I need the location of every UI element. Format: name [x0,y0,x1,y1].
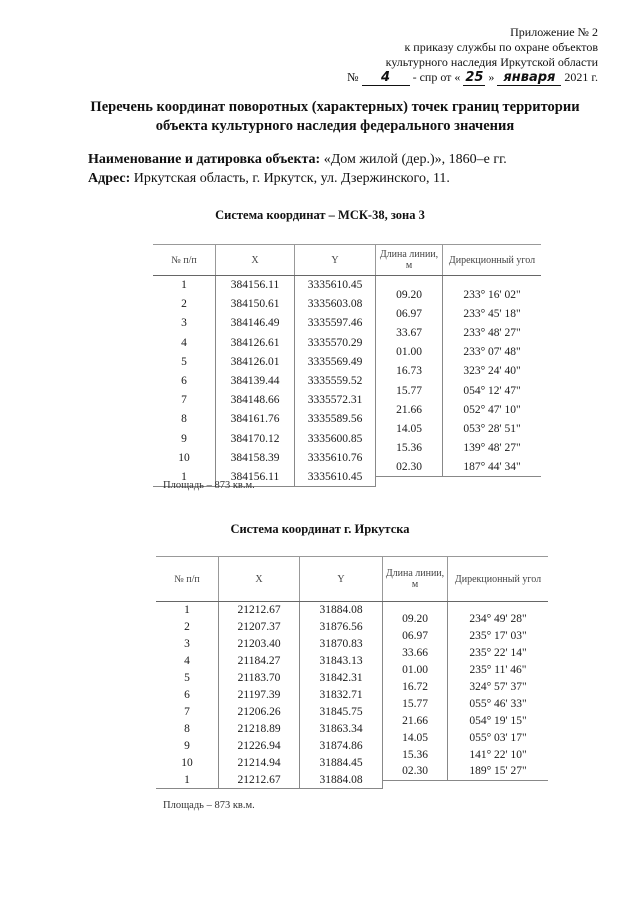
date-mid: » [488,70,495,84]
point-x-cell: 384148.66 [216,391,295,410]
point-n-cell: 1 [156,602,219,619]
segment-length-cell: 16.73 [376,362,443,381]
table-row [156,602,548,611]
point-y-cell: 3335597.46 [295,314,376,333]
appendix-line-1: Приложение № 2 [510,25,598,39]
point-x-cell: 21214.94 [219,755,300,772]
segment-angle-cell: 054° 19' 15" [469,714,527,727]
segment-length-cell: 09.20 [376,285,443,304]
point-y-cell: 31876.56 [300,619,383,636]
point-n-cell: 2 [156,619,219,636]
order-number: 4 [362,71,410,86]
segment-angle-cell: 141° 22' 10" [469,748,527,761]
column-header: Y [295,245,376,276]
column-header: Длина линии, м [383,557,448,602]
point-y-cell: 31884.45 [300,755,383,772]
column-header: Y [300,557,383,602]
segment-length-cell: 01.00 [376,343,443,362]
coords-table-irkutsk [156,556,548,789]
segment-angle-cell: 234° 49' 28" [469,612,527,625]
point-y-cell: 3335603.08 [295,295,376,314]
point-n-cell: 5 [153,352,216,371]
point-x-cell: 21203.40 [219,636,300,653]
point-n-cell: 8 [156,721,219,738]
segment-angle-cell: 233° 16' 02" [463,288,521,301]
segment-length-cell: 33.67 [376,323,443,342]
point-x-cell: 384156.11 [216,276,295,295]
point-y-cell: 31863.34 [300,721,383,738]
table1-title: Система координат – МСК-38, зона 3 [215,208,425,222]
object-address-label: Адрес: [88,171,131,186]
point-x-cell: 384146.49 [216,314,295,333]
point-y-cell: 31845.75 [300,704,383,721]
segment-length-cell: 16.72 [383,678,448,695]
table2-area: Площадь – 873 кв.м. [163,800,255,811]
segment-length-cell: 02.30 [376,458,443,477]
appendix-line-2: к приказу службы по охране объектов [404,40,598,54]
point-n-cell: 6 [156,687,219,704]
point-y-cell: 31870.83 [300,636,383,653]
point-x-cell: 384126.61 [216,333,295,352]
segment-angle-cell: 235° 17' 03" [469,629,527,642]
point-y-cell: 31874.86 [300,738,383,755]
point-n-cell: 9 [156,738,219,755]
header-row [153,245,541,276]
column-header: X [219,557,300,602]
number-prefix: № [347,70,359,84]
document-title [60,98,610,136]
segment-angle-cell: 139° 48' 27" [463,442,521,455]
point-x-cell: 21183.70 [219,670,300,687]
point-n-cell: 1 [153,276,216,295]
segment-spacer [383,602,448,611]
segment-length-cell: 06.97 [376,304,443,323]
point-n-cell: 1 [156,772,219,789]
point-x-cell: 384126.01 [216,352,295,371]
point-x-cell: 21184.27 [219,653,300,670]
segment-angle-cell: 054° 12' 47" [463,384,521,397]
segment-length-cell: 21.66 [383,712,448,729]
point-x-cell: 21218.89 [219,721,300,738]
point-y-cell: 3335569.49 [295,352,376,371]
segment-length-cell: 14.05 [376,419,443,438]
point-x-cell: 21206.26 [219,704,300,721]
point-n-cell: 9 [153,429,216,448]
appendix-line-3: культурного наследия Иркутской области [385,55,598,69]
segment-length-cell: 15.36 [383,746,448,763]
point-n-cell: 3 [153,314,216,333]
point-x-cell: 21212.67 [219,602,300,619]
point-n-cell: 5 [156,670,219,687]
segment-length-cell: 06.97 [383,627,448,644]
segment-angle-cell: 053° 28' 51" [463,423,521,435]
object-address-value: Иркутская область, г. Иркутск, ул. Дзержинского, 11. [130,171,450,186]
point-x-cell: 384156.11 [216,467,295,486]
point-n-cell: 7 [156,704,219,721]
point-y-cell: 3335572.31 [295,391,376,410]
point-y-cell: 3335570.29 [295,333,376,352]
segment-angle-cell: 187° 44' 34" [443,458,542,477]
point-y-cell: 31842.31 [300,670,383,687]
point-x-cell: 21207.37 [219,619,300,636]
segment-angle-cell: 235° 22' 14" [469,646,527,659]
appendix-header [347,25,598,86]
segment-length-cell: 14.05 [383,729,448,746]
segment-angle-cell: 189° 15' 27" [448,763,549,780]
point-x-cell: 21197.39 [219,687,300,704]
segment-angle-cell: 233° 48' 27" [463,327,521,340]
point-n-cell: 8 [153,410,216,429]
segment-length-cell: 15.36 [376,439,443,458]
column-header: X [216,245,295,276]
point-n-cell: 1 [153,467,216,486]
point-n-cell: 4 [156,653,219,670]
header-row [156,557,548,602]
point-n-cell: 7 [153,391,216,410]
segment-spacer [443,276,542,286]
point-y-cell: 3335559.52 [295,371,376,390]
segment-angle-cell: 324° 57' 37" [469,680,527,693]
point-n-cell: 2 [153,295,216,314]
object-name-value: «Дом жилой (дер.)», 1860–е гг. [320,152,507,167]
point-x-cell: 384161.76 [216,410,295,429]
segment-length-cell: 21.66 [376,400,443,419]
object-name-row [88,150,507,169]
column-header: № п/п [153,245,216,276]
segment-spacer [448,602,549,611]
segment-angle-cell: 233° 45' 18" [463,307,521,320]
point-n-cell: 3 [156,636,219,653]
point-x-cell: 384139.44 [216,371,295,390]
column-header: № п/п [156,557,219,602]
segment-length-cell: 02.30 [383,763,448,780]
date-prefix: - спр от « [412,70,461,84]
point-x-cell: 384158.39 [216,448,295,467]
order-day: 25 [465,70,484,85]
point-x-cell: 384170.12 [216,429,295,448]
segment-angle-cell: 055° 03' 17" [469,731,527,744]
table2-title: Система координат г. Иркутска [230,522,410,536]
segment-length-cell: 33.66 [383,644,448,661]
point-n-cell: 6 [153,371,216,390]
point-x-cell: 21226.94 [219,738,300,755]
object-address-row [88,169,507,188]
segment-length-cell: 15.77 [376,381,443,400]
column-header: Длина линии, м [376,245,443,276]
segment-length-cell: 09.20 [383,610,448,627]
column-header: Дирекционный угол [443,245,542,276]
point-y-cell: 31884.08 [300,602,383,619]
column-header: Дирекционный угол [448,557,549,602]
segment-length-cell: 15.77 [383,695,448,712]
point-n-cell: 10 [153,448,216,467]
point-y-cell: 3335610.45 [295,276,376,295]
object-name-label: Наименование и датировка объекта: [88,152,321,167]
segment-spacer [376,276,443,286]
segment-angle-cell: 323° 24' 40" [463,365,521,378]
object-info [88,150,507,188]
point-y-cell: 31843.13 [300,653,383,670]
table-row [153,276,541,286]
point-y-cell: 3335589.56 [295,410,376,429]
table1-area: Площадь – 873 кв.м. [163,480,255,491]
segment-length-cell: 01.00 [383,661,448,678]
point-x-cell: 384150.61 [216,295,295,314]
title-line-1: Перечень координат поворотных (характерных) точек границ территории [90,99,580,115]
segment-angle-cell: 235° 11' 46" [469,663,527,676]
point-y-cell: 3335610.76 [295,448,376,467]
coords-table-msk38 [153,244,541,487]
point-y-cell: 3335610.45 [295,467,376,486]
point-x-cell: 21212.67 [219,772,300,789]
segment-angle-cell: 052° 47' 10" [463,403,521,416]
order-number-line [347,70,598,86]
order-month: января [497,71,561,86]
point-y-cell: 31884.08 [300,772,383,789]
segment-angle-cell: 055° 46' 33" [469,697,527,710]
point-n-cell: 4 [153,333,216,352]
point-y-cell: 31832.71 [300,687,383,704]
order-year: 2021 г. [564,70,598,84]
segment-angle-cell: 233° 07' 48" [463,346,521,359]
point-y-cell: 3335600.85 [295,429,376,448]
title-line-2: объекта культурного наследия федерального значения [155,118,515,134]
point-n-cell: 10 [156,755,219,772]
